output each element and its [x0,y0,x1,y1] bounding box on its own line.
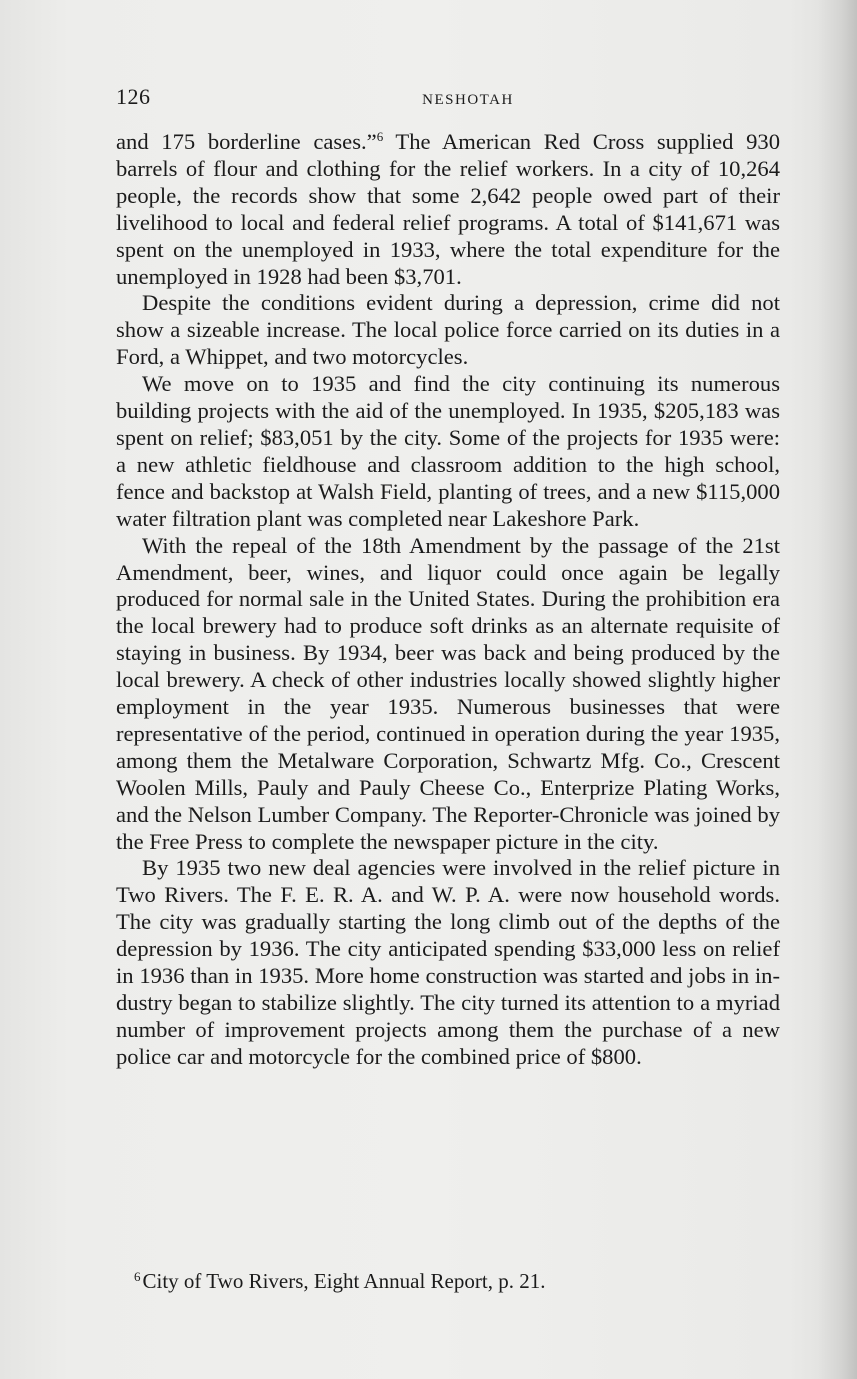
footnote-reference: 6 [376,129,384,144]
paragraph-5: By 1935 two new deal agencies were involved in the relief picture in Two Rivers. The F. E. R. A. and W. P. A. were now household words. The city was gradually starting the long climb out of the depths of the depression by 1936. The city anticipated spending $33,000 less on relief in 1936 than in 1935. More home construction was started and jobs in industry began to stabilize slightly. The city turned its attention to a myriad number of improvement projects among them the purchase of a new police car and motorcycle for the combined price of $800. [116,855,780,1069]
paragraph-1 [116,129,780,290]
paragraph-1-rest: The American Red Cross supplied 930 barrels of flour and clothing for the relief workers. In a city of 10,264 people, the records show that some 2,642 people owed part of their livelihood to local and federal relief programs. A total of $141,671 was spent on the unemployed in 1933, where the total expenditure for the unemployed in 1928 had been $3,701. [116,129,780,289]
body-text [116,129,780,1071]
footnote [134,1264,774,1294]
footnote-text: City of Two Rivers, Eight Annual Report, p. 21. [142,1269,546,1293]
paragraph-4: With the repeal of the 18th Amendment by the passage of the 21st Amendment, beer, wines, and liquor could once again be legally produced for normal sale in the United States. During the prohibition era the local brewery had to produce soft drinks as an alternate requisite of staying in business. By 1934, beer was back and being produced by the local brewery. A check of other industries locally showed slightly higher employment in the year 1935. Numerous businesses that were representative of the period, continued in operation during the year 1935, among them the Metalware Corporation, Schwartz Mfg. Co., Crescent Woolen Mills, Pauly and Pauly Cheese Co., Enterprize Plating Works, and the Nelson Lumber Company. The Reporter-Chronicle was joined by the Free Press to complete the newspaper picture in the city. [116,532,780,854]
paragraph-3: We move on to 1935 and find the city continuing its numerous building projects with the aid of the unemployed. In 1935, $205,183 was spent on relief; $83,051 by the city. Some of the projects for 1935 were: a new athletic fieldhouse and classroom addition to the high school, fence and backstop at Walsh Field, planting of trees, and a new $115,000 water filtration plant was completed near Lakeshore Park. [116,371,780,531]
page-number: 126 [116,84,151,109]
running-head: NESHOTAH [422,92,514,108]
paragraph-1-lead: and 175 borderline cases.” [116,129,377,154]
paragraph-2: Despite the conditions evident during a depression, crime did not show a sizeable increase. The local police force carried on its duties in a Ford, a Whippet, and two motorcycles. [116,290,780,370]
page-header [116,84,780,114]
footnote-marker: 6 [134,1269,141,1284]
page-edge-shadow [817,0,857,1379]
